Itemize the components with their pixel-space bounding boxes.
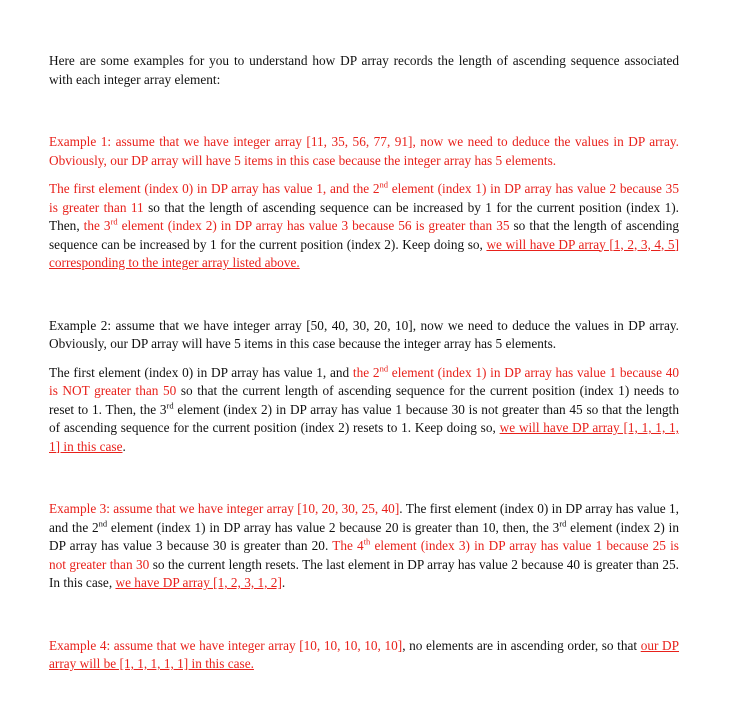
ex3-result: we have DP array [1, 2, 3, 1, 2] [115, 575, 282, 590]
ex2-seg-a: The first element (index 0) in DP array has value 1, and [49, 364, 353, 380]
ex2-seg-d: so that the current length of ascending sequence for the current position (index 1) needs to reset to 1. Then, the 3 [49, 383, 679, 417]
ex3-sup-nd: nd [98, 518, 108, 529]
ex3-sup-th: th [363, 536, 371, 547]
ex3-seg-c: element (index 1) in DP array has value 2 because 20 is greater than 10, then, the 3 [107, 519, 560, 535]
ex1-seg-d: the 3 [83, 218, 111, 233]
example-2-explanation [49, 364, 679, 457]
document-page [49, 52, 679, 674]
ex3-seg-b: . The first element (index 0) in DP array has value 1, and the 2 [49, 501, 679, 535]
ex2-seg-b: the 2 [352, 364, 380, 380]
ex1-seg-b: element (index 1) in DP array has value 2 because 35 is greater than 11 [49, 181, 679, 215]
ex1-seg-a: The first element (index 0) in DP array has value 1, and the 2 [49, 181, 380, 196]
ex3-sup-rd: rd [559, 518, 567, 529]
example-4-paragraph [49, 637, 679, 674]
ex1-sup-rd: rd [110, 216, 118, 227]
ex2-result: we will have DP array [1, 1, 1, 1, 1] in this case [49, 420, 680, 454]
ex3-seg-f: element (index 3) in DP array has value 1 because 25 is not greater than 30 [49, 538, 679, 572]
ex4-result: our DP array will be [1, 1, 1, 1, 1] in this case. [49, 637, 680, 671]
ex1-seg-c: so that the length of ascending sequence can be increased by 1 for the current position (index 1). Then, [49, 199, 679, 233]
ex2-seg-c: element (index 1) in DP array has value 1 because 40 is NOT greater than 50 [49, 364, 679, 398]
ex3-seg-g: so the current length resets. The last element in DP array has value 2 because 40 is greater than 25. In this case, [49, 556, 679, 590]
ex1-sup-nd: nd [379, 179, 389, 190]
ex4-seg-b: , no elements are in ascending order, so that [402, 637, 641, 653]
example-3-paragraph [49, 500, 679, 593]
ex2-sup-nd: nd [379, 363, 389, 374]
ex2-seg-e: element (index 2) in DP array has value 1 because 30 is not greater than 45 so that the length of ascending sequence for the current position (index 2) resets to 1. Keep doing so, [49, 401, 679, 435]
ex3-seg-e: The 4 [332, 538, 364, 553]
ex4-seg-a: Example 4: assume that we have integer array [10, 10, 10, 10, 10] [49, 637, 403, 653]
ex3-seg-d: element (index 2) in DP array has value 3 because 30 is greater than 20. [49, 519, 679, 553]
ex3-seg-a: Example 3: assume that we have integer array [10, 20, 30, 25, 40] [49, 501, 400, 516]
example-2-heading [49, 317, 679, 354]
ex3-period: . [281, 575, 286, 590]
ex1-result: we will have DP array [1, 2, 3, 4, 5] corresponding to the integer array listed above. [49, 236, 679, 270]
ex2-period: . [122, 438, 126, 454]
example-1-heading-text: Example 1: assume that we have integer array [11, 35, 56, 77, 91], now we need to deduce the values in DP array. Obviously, our DP array will have 5 items in this case because the integer array has 5 elements. [49, 134, 679, 168]
ex1-seg-f: so that the length of ascending sequence can be increased by 1 for the current position (index 2). Keep doing so, [49, 218, 680, 252]
ex2-sup-rd: rd [166, 400, 174, 411]
example-2-heading-text: Example 2: assume that we have integer array [50, 40, 30, 20, 10], now we need to deduce the values in DP array. Obviously, our DP array will have 5 items in this case because the integer array has 5 elements. [49, 317, 679, 351]
example-1-heading [49, 133, 679, 170]
example-1-explanation [49, 180, 679, 273]
intro-paragraph: Here are some examples for you to understand how DP array records the length of ascending sequence associated with each integer array element: [49, 53, 679, 87]
ex1-seg-e: element (index 2) in DP array has value 3 because 56 is greater than 35 [117, 218, 510, 233]
